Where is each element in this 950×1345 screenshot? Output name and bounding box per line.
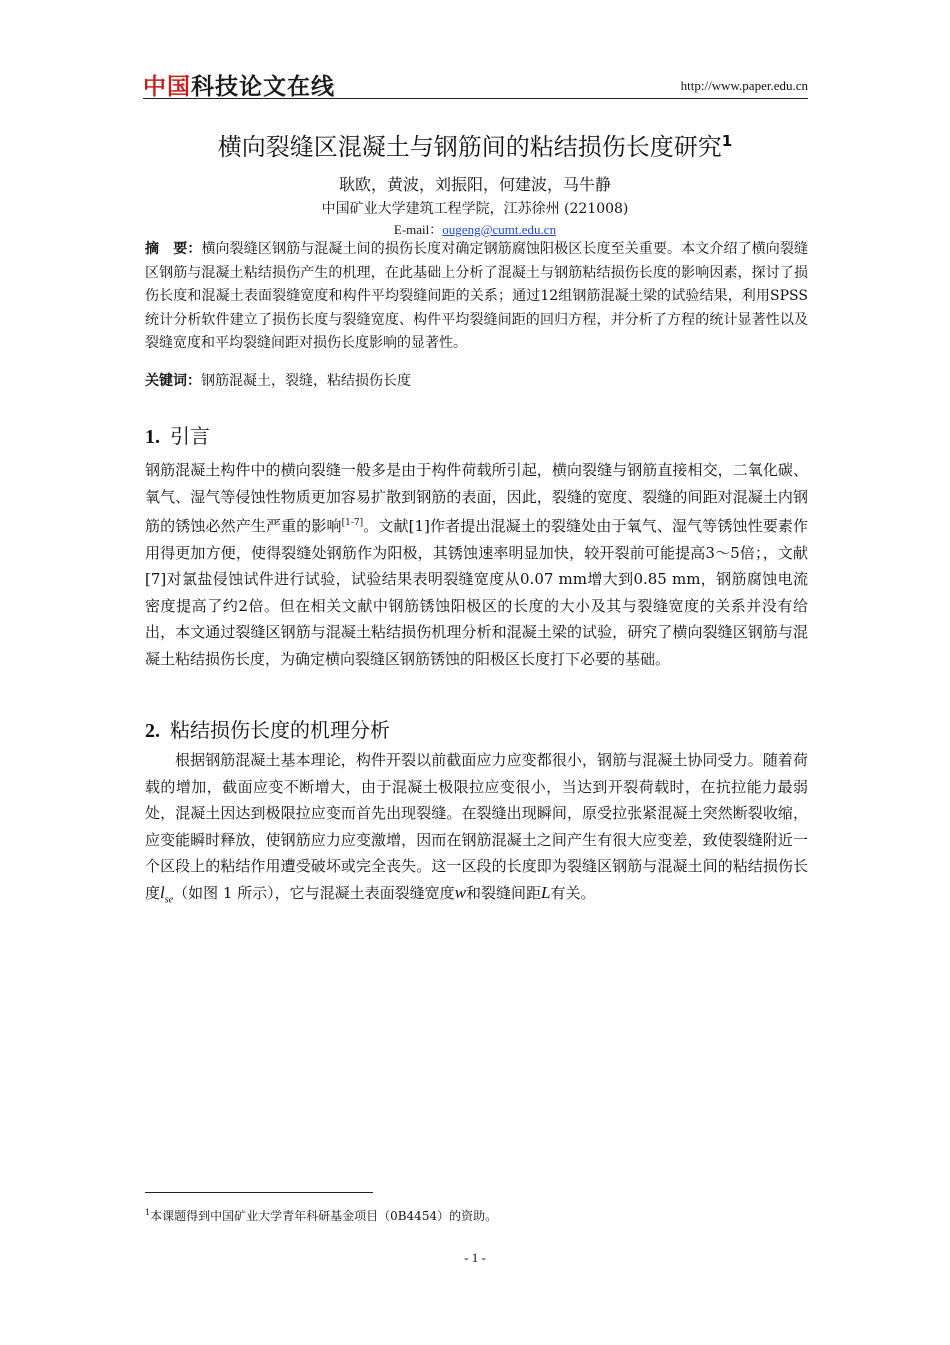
footnote-text: 本课题得到中国矿业大学青年科研基金项目（0B4454）的资助。 [150,1209,498,1223]
page-number: - 1 - [464,1250,486,1265]
paper-title [100,127,850,162]
section-1-paragraph [145,457,808,672]
symbol-L: L [541,882,551,902]
abstract-text: 横向裂缝区钢筋与混凝土间的损伤长度对确定钢筋腐蚀阳极区长度至关重要。本文介绍了横向裂缝区钢筋与混凝土粘结损伤产生的机理，在此基础上分析了混凝土与钢筋粘结损伤长度的影响因素，探讨了损伤长度和混凝土表面裂缝宽度和构件平均裂缝间距的关系；通过12组钢筋混凝土梁的试验结果，利用SPSS统计分析软件建立了损伤长度与裂缝宽度、构件平均裂缝间距的回归方程，并分析了方程的统计显著性以及裂缝宽度和平均裂缝间距对损伤长度影响的显著性。 [145,241,809,351]
authors: 耿欧，黄波，刘振阳，何建波，马牛静 [338,175,611,194]
affiliation: 中国矿业大学建筑工程学院，江苏徐州 (221008) [321,201,629,217]
section-2-number: 2. [145,720,160,742]
email-label: E-mail： [393,222,443,237]
symbol-l-subscript: se [164,893,174,905]
section-2-text-d: 有关。 [550,883,596,902]
site-url[interactable]: http://www.paper.edu.cn [680,78,808,93]
keywords-text: 钢筋混凝土，裂缝，粘结损伤长度 [201,373,411,389]
title-footnote-mark[interactable]: 1 [721,132,733,150]
abstract [145,238,808,356]
email-link[interactable]: ougeng@cumt.edu.cn [442,222,557,237]
page-header [143,66,808,99]
logo-part-1: 中国 [143,74,191,100]
footnote-divider [145,1192,373,1193]
section-1-heading [145,420,210,449]
section-2-heading [145,714,390,743]
section-2-title: 粘结损伤长度的机理分析 [170,718,390,742]
footnote [145,1207,497,1224]
section-1-number: 1. [145,426,160,448]
citation-1-7[interactable]: [1-7] [341,518,364,528]
logo-part-2: 科技论文在线 [191,74,335,100]
section-2-text-b: （如图 1 所示），它与混凝土表面裂缝宽度 [173,883,455,902]
email-line [100,219,850,238]
abstract-label: 摘 要： [145,241,202,257]
symbol-l: l [160,882,165,902]
symbol-l-se [160,882,174,905]
symbol-w: w [454,882,467,902]
title-text: 横向裂缝区混凝土与钢筋间的粘结损伤长度研究 [217,133,722,161]
section-1-text-b: 。文献[1]作者提出混凝土的裂缝处由于氧气、湿气等锈蚀性要素作用得更加方便，使得裂缝处钢筋作为阳极，其锈蚀速率明显加快，较开裂前可能提高3～5倍；，文献[7]对氯盐侵蚀试件进行试验，试验结果表明裂缝宽度从0.07 mm增大到0.85 mm，钢筋腐蚀电流密度提高了约2倍。但在相关文献中钢筋锈蚀阳极区的长度的大小及其与裂缝宽度的关系并没有给出，本文通过裂缝区钢筋与混凝土粘结损伤机理分析和混凝土梁的试验，研究了横向裂缝区钢筋与混凝土粘结损伤长度，为确定横向裂缝区钢筋锈蚀的阳极区长度打下必要的基础。 [145,517,808,668]
keywords [145,370,808,390]
site-logo[interactable] [143,68,335,101]
section-1-title: 引言 [170,424,210,448]
section-2-text-a: 根据钢筋混凝土基本理论，构件开裂以前截面应力应变都很小，钢筋与混凝土协同受力。随着荷载的增加，截面应变不断增大，由于混凝土极限拉应变很小，当达到开裂荷载时，在抗拉能力最弱处，混凝土因达到极限拉应变而首先出现裂缝。在裂缝出现瞬间，原受拉张紧混凝土突然断裂收缩，应变能瞬时释放，使钢筋应力应变激增，因而在钢筋混凝土之间产生有很大应变差，致使裂缝附近一个区段上的粘结作用遭受破坏或完全丧失。这一区段的长度即为裂缝区钢筋与混凝土间的粘结损伤长度 [145,751,808,902]
keywords-label: 关键词： [145,373,201,389]
section-1-text-a: 钢筋混凝土构件中的横向裂缝一般多是由于构件荷载所引起，横向裂缝与钢筋直接相交，二氧化碳、氧气、湿气等侵蚀性物质更加容易扩散到钢筋的表面，因此，裂缝的宽度、裂缝的间距对混凝土内钢筋的锈蚀必然产生严重的影响 [145,461,808,535]
footnote-mark: 1 [145,1208,151,1217]
section-2-text-c: 和裂缝间距 [466,883,542,902]
section-2-paragraph [145,747,808,913]
